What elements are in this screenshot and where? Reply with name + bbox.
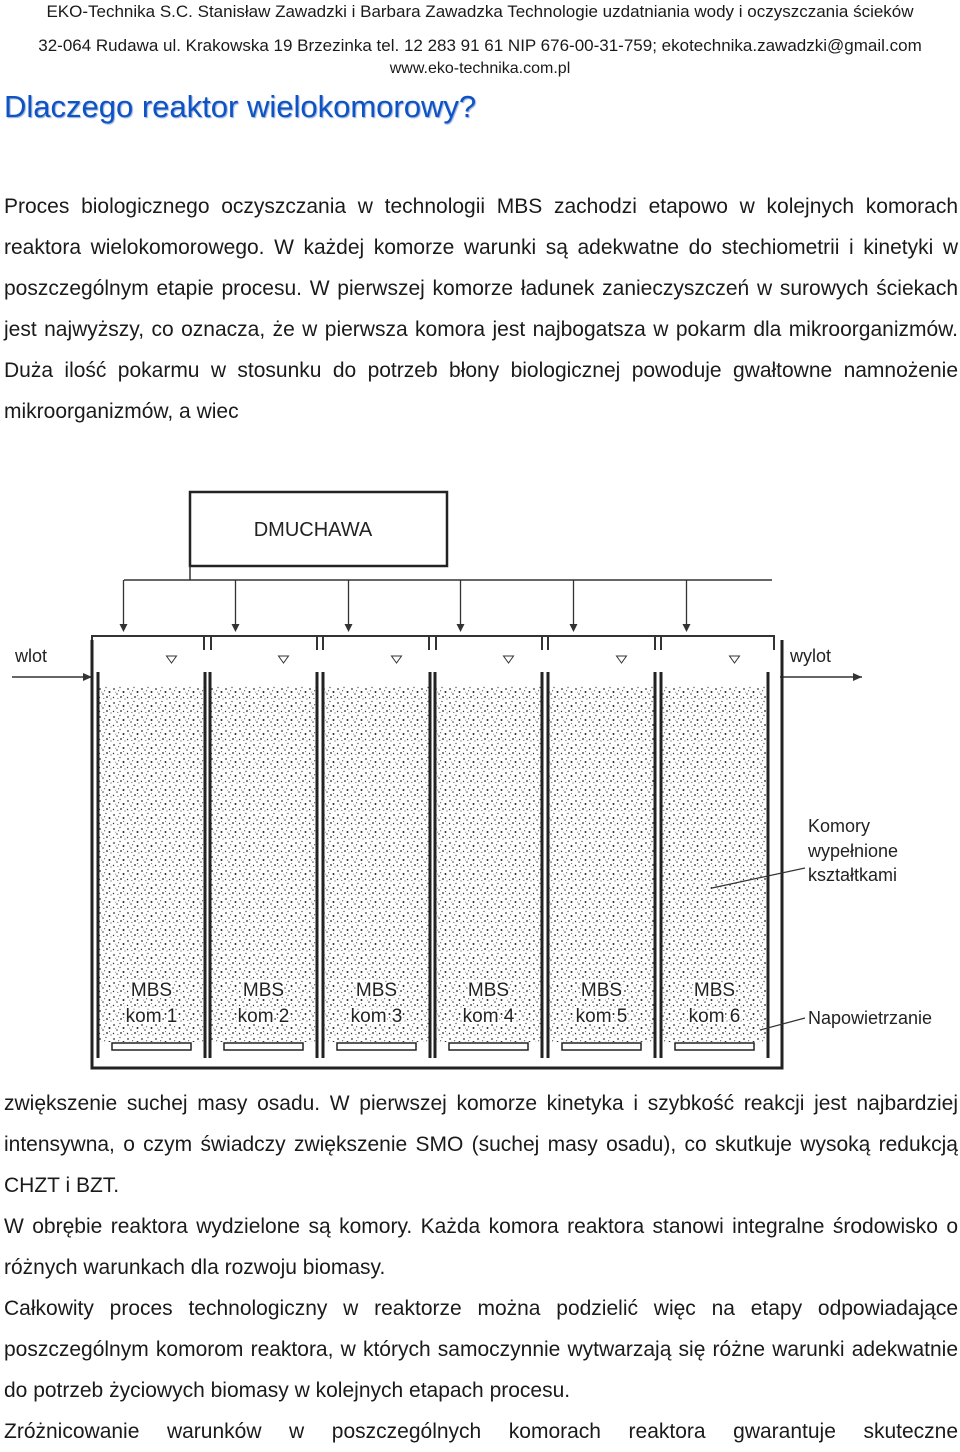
page-title: Dlaczego reaktor wielokomorowy?: [4, 89, 477, 124]
air-drop-arrow-icon: [457, 624, 465, 632]
paragraph-conditions: Zróżnicowanie warunków w poszczególnych komorach reaktora gwarantuje skuteczne: [4, 1420, 958, 1443]
aerator-bar: [112, 1043, 191, 1050]
paragraph-intro: Proces biologicznego oczyszczania w technologii MBS zachodzi etapowo w kolejnych komorach reaktora wielokomorowego. W każdej komorze warunki są adekwatne do stechiometrii i kinetyki w poszczególnym etapie procesu. W pierwszej komorze ładunek zanieczyszczeń w surowych ściekach jest najwyższy, co oznacza, że w pierwsza komora jest najbogatsza w pokarm dla mikroorganizmów. Duża ilość pokarmu w stosunku do potrzeb błony biologicznej powoduje gwałtowne namnożenie mikroorganizmów, a wiec: [4, 195, 958, 423]
water-level-icon: [617, 656, 627, 663]
chamber-label-type: MBS: [130, 980, 173, 1001]
air-drops: [120, 580, 691, 632]
paragraph-process: Całkowity proces technologiczny w reaktorze można podzielić więc na etapy odpowiadające poszczególnym komorom reaktora, w których samoczynnie wytwarzają się różne warunki adekwatnie do potrzeb życiowych biomasy w kolejnych etapach procesu.: [4, 1297, 958, 1402]
aerator-bar: [675, 1043, 754, 1050]
chamber-label-type: MBS: [693, 980, 736, 1001]
chamber-cap: [204, 636, 323, 650]
blower-label: DMUCHAWA: [253, 519, 373, 541]
paragraph-first-chamber: zwiększenie suchej masy osadu. W pierwszej komorze kinetyka i szybkość reakcji jest najbardziej intensywna, o czym świadczy zwiększenie SMO (suchej masy osadu), co skutkuje wysoką redukcją CHZT i BZT.: [4, 1092, 958, 1197]
outlet-arrow-icon: [853, 673, 862, 681]
chamber-label-number: kom 5: [575, 1006, 628, 1027]
company-address: 32-064 Rudawa ul. Krakowska 19 Brzezinka tel. 12 283 91 61 NIP 676-00-31-759; ekotechnika.zawadzki@gmail.com: [38, 36, 922, 55]
company-name: EKO-Technika S.C. Stanisław Zawadzki i Barbara Zawadzka Technologie uzdatniania wody i oczyszczania ścieków: [46, 2, 914, 21]
page-header: [0, 0, 960, 82]
chamber-label-number: kom 6: [688, 1006, 741, 1027]
aerator-bar: [562, 1043, 641, 1050]
annotation-chambers-3: kształtkami: [808, 865, 898, 885]
chamber-label-type: MBS: [355, 980, 398, 1001]
chamber-label-number: kom 4: [462, 1006, 515, 1027]
chamber-label-type: MBS: [467, 980, 510, 1001]
reactor-diagram: [0, 480, 960, 1080]
chambers: [92, 636, 774, 1058]
water-level-icon: [167, 656, 177, 663]
company-website[interactable]: www.eko-technika.com.pl: [389, 60, 571, 77]
air-drop-arrow-icon: [570, 624, 578, 632]
aerator-bar: [449, 1043, 528, 1050]
chamber-label-number: kom 2: [237, 1006, 290, 1027]
annotation-aeration: Napowietrzanie: [808, 1008, 933, 1028]
chamber-label-number: kom 3: [350, 1006, 403, 1027]
chamber-cap: [317, 636, 436, 650]
aerator-bar: [224, 1043, 303, 1050]
water-level-icon: [730, 656, 740, 663]
air-drop-arrow-icon: [120, 624, 128, 632]
aerator-bar: [337, 1043, 416, 1050]
inlet-label: wlot: [15, 646, 48, 666]
chamber-cap: [429, 636, 548, 650]
chamber-label-type: MBS: [580, 980, 623, 1001]
water-level-icon: [392, 656, 402, 663]
chamber-label-number: kom 1: [125, 1006, 178, 1027]
annotation-chambers-1: Komory: [808, 816, 871, 836]
paragraph-chambers: W obrębie reaktora wydzielone są komory. Każda komora reaktora stanowi integralne środowisko o różnych warunkach dla rozwoju biomasy.: [4, 1215, 958, 1279]
water-level-icon: [504, 656, 514, 663]
chamber-cap: [542, 636, 661, 650]
chamber-cap: [655, 636, 774, 650]
air-drop-arrow-icon: [232, 624, 240, 632]
chamber-label-type: MBS: [242, 980, 285, 1001]
water-level-icon: [279, 656, 289, 663]
outlet-label: wylot: [790, 646, 832, 666]
air-drop-arrow-icon: [345, 624, 353, 632]
air-drop-arrow-icon: [683, 624, 691, 632]
annotation-chambers-2: wypełnione: [808, 841, 899, 861]
chamber-cap: [92, 636, 211, 650]
